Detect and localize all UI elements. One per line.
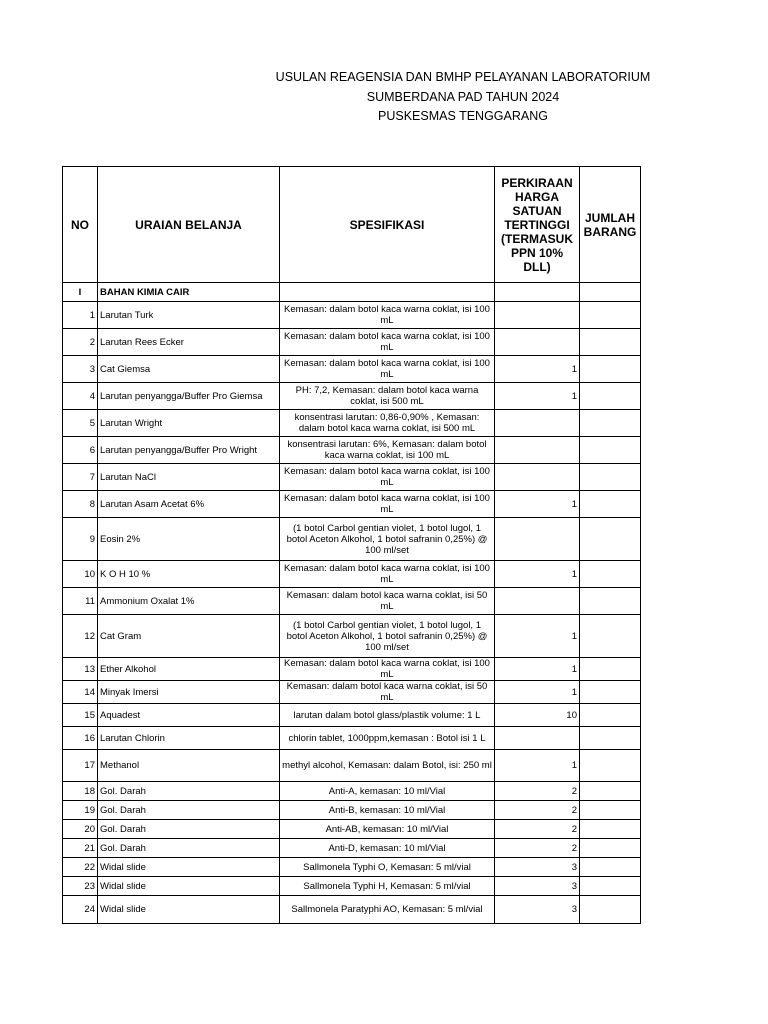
- row-number: 9: [63, 518, 98, 561]
- row-harga: 1: [495, 615, 580, 658]
- row-uraian: Eosin 2%: [98, 518, 280, 561]
- row-jumlah: [580, 681, 641, 704]
- row-spesifikasi: Kemasan: dalam botol kaca warna coklat, isi 100 mL: [280, 302, 495, 329]
- row-uraian: Larutan Rees Ecker: [98, 329, 280, 356]
- row-number: 15: [63, 704, 98, 727]
- row-jumlah: [580, 858, 641, 877]
- table-row: [63, 820, 641, 839]
- row-spesifikasi: konsentrasi larutan: 0,86-0,90% , Kemasan: dalam botol kaca warna coklat, isi 500 mL: [280, 410, 495, 437]
- table-row: [63, 896, 641, 924]
- row-harga: 1: [495, 750, 580, 782]
- row-number: 4: [63, 383, 98, 410]
- title-line-3: PUSKESMAS TENGGARANG: [378, 109, 548, 123]
- row-uraian: Ammonium Oxalat 1%: [98, 588, 280, 615]
- row-harga: 10: [495, 704, 580, 727]
- row-uraian: K O H 10 %: [98, 561, 280, 588]
- row-number: 21: [63, 839, 98, 858]
- row-spesifikasi: Kemasan: dalam botol kaca warna coklat, isi 100 mL: [280, 464, 495, 491]
- table-row: [63, 839, 641, 858]
- row-number: 7: [63, 464, 98, 491]
- row-spesifikasi: (1 botol Carbol gentian violet, 1 botol lugol, 1 botol Aceton Alkohol, 1 botol safranin 0,25%) @ 100 ml/set: [280, 518, 495, 561]
- col-header-uraian: URAIAN BELANJA: [98, 167, 280, 283]
- row-spesifikasi: Kemasan: dalam botol kaca warna coklat, isi 100 mL: [280, 356, 495, 383]
- row-spesifikasi: Anti-B, kemasan: 10 ml/Vial: [280, 801, 495, 820]
- row-spesifikasi: Sallmonela Typhi H, Kemasan: 5 ml/vial: [280, 877, 495, 896]
- row-harga: [495, 727, 580, 750]
- row-jumlah: [580, 727, 641, 750]
- row-jumlah: [580, 782, 641, 801]
- row-jumlah: [580, 491, 641, 518]
- row-harga: 3: [495, 877, 580, 896]
- row-jumlah: [580, 877, 641, 896]
- row-spesifikasi: Kemasan: dalam botol kaca warna coklat, isi 50 mL: [280, 681, 495, 704]
- row-spesifikasi: (1 botol Carbol gentian violet, 1 botol lugol, 1 botol Aceton Alkohol, 1 botol safranin 0,25%) @ 100 ml/set: [280, 615, 495, 658]
- row-uraian: Gol. Darah: [98, 839, 280, 858]
- row-number: 12: [63, 615, 98, 658]
- title-line-2: SUMBERDANA PAD TAHUN 2024: [366, 89, 560, 104]
- row-jumlah: [580, 437, 641, 464]
- row-spesifikasi: Anti-D, kemasan: 10 ml/Vial: [280, 839, 495, 858]
- row-number: 16: [63, 727, 98, 750]
- row-number: 10: [63, 561, 98, 588]
- row-harga: 2: [495, 782, 580, 801]
- row-number: 2: [63, 329, 98, 356]
- row-jumlah: [580, 801, 641, 820]
- row-spesifikasi: methyl alcohol, Kemasan: dalam Botol, isi: 250 ml: [280, 750, 495, 782]
- row-harga: 3: [495, 858, 580, 877]
- row-uraian: Widal slide: [98, 896, 280, 924]
- table-row: [63, 588, 641, 615]
- row-uraian: Aquadest: [98, 704, 280, 727]
- row-jumlah: [580, 839, 641, 858]
- row-harga: 1: [495, 658, 580, 681]
- row-jumlah: [580, 383, 641, 410]
- reagent-table: [62, 166, 641, 924]
- table-row: [63, 437, 641, 464]
- row-spesifikasi: Anti-A, kemasan: 10 ml/Vial: [280, 782, 495, 801]
- row-number: 8: [63, 491, 98, 518]
- row-spesifikasi: PH: 7,2, Kemasan: dalam botol kaca warna coklat, isi 500 mL: [280, 383, 495, 410]
- row-number: 20: [63, 820, 98, 839]
- row-spesifikasi: chlorin tablet, 1000ppm,kemasan : Botol isi 1 L: [280, 727, 495, 750]
- row-uraian: Larutan Chlorin: [98, 727, 280, 750]
- row-uraian: Gol. Darah: [98, 801, 280, 820]
- table-row: [63, 302, 641, 329]
- row-harga: 1: [495, 383, 580, 410]
- table-row: [63, 464, 641, 491]
- row-jumlah: [580, 658, 641, 681]
- table-row: [63, 491, 641, 518]
- row-uraian: Methanol: [98, 750, 280, 782]
- row-number: 24: [63, 896, 98, 924]
- row-harga: 1: [495, 356, 580, 383]
- row-uraian: Larutan NaCl: [98, 464, 280, 491]
- row-spesifikasi: Kemasan: dalam botol kaca warna coklat, isi 100 mL: [280, 329, 495, 356]
- col-header-no: NO: [63, 167, 98, 283]
- row-jumlah: [580, 561, 641, 588]
- row-spesifikasi: konsentrasi larutan: 6%, Kemasan: dalam botol kaca warna coklat, isi 100 mL: [280, 437, 495, 464]
- row-uraian: Ether Alkohol: [98, 658, 280, 681]
- row-spesifikasi: Kemasan: dalam botol kaca warna coklat, isi 100 mL: [280, 561, 495, 588]
- table-row: [63, 704, 641, 727]
- row-number: 19: [63, 801, 98, 820]
- table-row: [63, 518, 641, 561]
- row-uraian: Larutan penyangga/Buffer Pro Wright: [98, 437, 280, 464]
- row-harga: 1: [495, 561, 580, 588]
- title-line-1: USULAN REAGENSIA DAN BMHP PELAYANAN LABORATORIUM: [275, 70, 651, 84]
- row-spesifikasi: Sallmonela Typhi O, Kemasan: 5 ml/vial: [280, 858, 495, 877]
- row-uraian: Widal slide: [98, 877, 280, 896]
- row-number: 13: [63, 658, 98, 681]
- row-jumlah: [580, 750, 641, 782]
- row-jumlah: [580, 302, 641, 329]
- row-number: 3: [63, 356, 98, 383]
- row-jumlah: [580, 410, 641, 437]
- section-row: [63, 283, 641, 302]
- row-number: 22: [63, 858, 98, 877]
- table-row: [63, 329, 641, 356]
- row-harga: 1: [495, 491, 580, 518]
- row-number: 5: [63, 410, 98, 437]
- row-jumlah: [580, 615, 641, 658]
- section-jumlah-cell: [580, 283, 641, 302]
- table-row: [63, 877, 641, 896]
- section-label: BAHAN KIMIA CAIR: [98, 283, 280, 302]
- row-uraian: Cat Giemsa: [98, 356, 280, 383]
- row-spesifikasi: larutan dalam botol glass/plastik volume: 1 L: [280, 704, 495, 727]
- table-row: [63, 658, 641, 681]
- document-title-block: [0, 68, 768, 127]
- table-row: [63, 410, 641, 437]
- row-harga: [495, 302, 580, 329]
- table-row: [63, 681, 641, 704]
- row-harga: 2: [495, 839, 580, 858]
- col-header-harga: PERKIRAAN HARGA SATUAN TERTINGGI (TERMASUK PPN 10% DLL): [495, 167, 580, 283]
- row-spesifikasi: Anti-AB, kemasan: 10 ml/Vial: [280, 820, 495, 839]
- section-harga-cell: [495, 283, 580, 302]
- row-uraian: Larutan Turk: [98, 302, 280, 329]
- row-number: 1: [63, 302, 98, 329]
- row-number: 11: [63, 588, 98, 615]
- row-uraian: Larutan penyangga/Buffer Pro Giemsa: [98, 383, 280, 410]
- col-header-jumlah: JUMLAH BARANG: [580, 167, 641, 283]
- table-row: [63, 383, 641, 410]
- row-jumlah: [580, 356, 641, 383]
- row-jumlah: [580, 704, 641, 727]
- row-jumlah: [580, 896, 641, 924]
- row-number: 18: [63, 782, 98, 801]
- row-harga: [495, 410, 580, 437]
- row-harga: 3: [495, 896, 580, 924]
- row-harga: [495, 518, 580, 561]
- table-row: [63, 615, 641, 658]
- row-harga: 1: [495, 681, 580, 704]
- section-spec-cell: [280, 283, 495, 302]
- row-harga: 2: [495, 820, 580, 839]
- row-jumlah: [580, 329, 641, 356]
- row-number: 14: [63, 681, 98, 704]
- row-uraian: Widal slide: [98, 858, 280, 877]
- table-row: [63, 858, 641, 877]
- row-harga: [495, 464, 580, 491]
- row-harga: [495, 437, 580, 464]
- row-uraian: Gol. Darah: [98, 782, 280, 801]
- row-spesifikasi: Sallmonela Paratyphi AO, Kemasan: 5 ml/vial: [280, 896, 495, 924]
- row-number: 23: [63, 877, 98, 896]
- row-uraian: Gol. Darah: [98, 820, 280, 839]
- row-number: 6: [63, 437, 98, 464]
- table-row: [63, 801, 641, 820]
- table-row: [63, 782, 641, 801]
- table-row: [63, 750, 641, 782]
- table-row: [63, 727, 641, 750]
- table-row: [63, 356, 641, 383]
- table-row: [63, 561, 641, 588]
- row-uraian: Minyak Imersi: [98, 681, 280, 704]
- row-uraian: Larutan Wright: [98, 410, 280, 437]
- section-number: I: [63, 283, 98, 302]
- row-harga: [495, 329, 580, 356]
- row-spesifikasi: Kemasan: dalam botol kaca warna coklat, isi 50 mL: [280, 588, 495, 615]
- row-uraian: Cat Gram: [98, 615, 280, 658]
- header-row: [63, 167, 641, 283]
- col-header-spesifikasi: SPESIFIKASI: [280, 167, 495, 283]
- row-uraian: Larutan Asam Acetat 6%: [98, 491, 280, 518]
- row-harga: [495, 588, 580, 615]
- row-jumlah: [580, 464, 641, 491]
- row-harga: 2: [495, 801, 580, 820]
- row-jumlah: [580, 820, 641, 839]
- row-jumlah: [580, 518, 641, 561]
- row-jumlah: [580, 588, 641, 615]
- row-spesifikasi: Kemasan: dalam botol kaca warna coklat, isi 100 mL: [280, 658, 495, 681]
- row-number: 17: [63, 750, 98, 782]
- row-spesifikasi: Kemasan: dalam botol kaca warna coklat, isi 100 mL: [280, 491, 495, 518]
